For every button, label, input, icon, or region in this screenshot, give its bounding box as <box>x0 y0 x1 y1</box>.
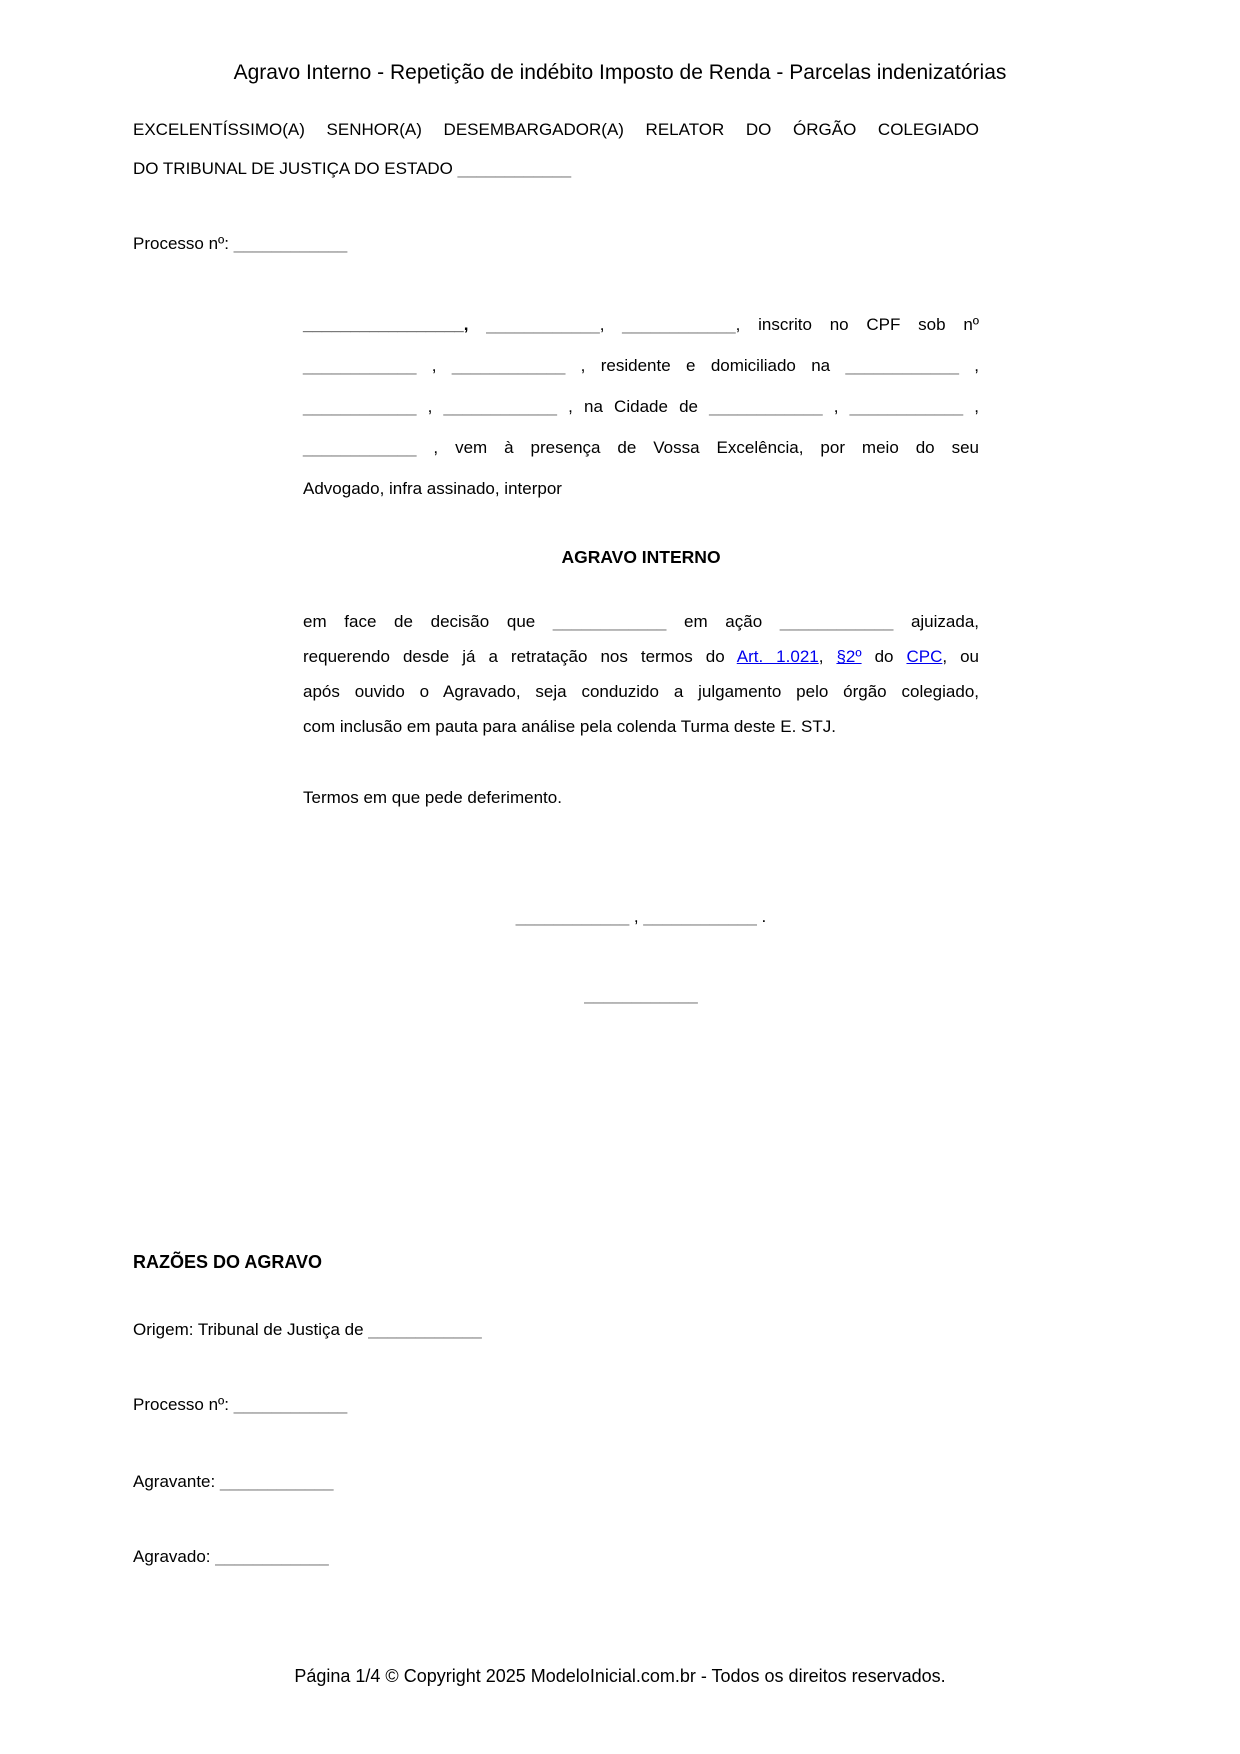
origem-line <box>133 1319 482 1341</box>
agravado-line <box>133 1546 329 1568</box>
blank-field: ____________ <box>845 356 959 375</box>
text-segment: Agravante: <box>133 1472 220 1491</box>
text-segment: , <box>599 315 623 334</box>
text-segment: do <box>861 647 907 666</box>
text-segment: , <box>629 907 644 926</box>
text-segment: ajuizada, <box>893 612 980 631</box>
text-segment: , na Cidade de <box>556 397 710 416</box>
agravante-line <box>133 1471 333 1493</box>
text-segment: Advogado, infra assinado, interpor <box>303 479 562 498</box>
qualification-line <box>303 386 979 427</box>
text-segment: Processo nº: <box>133 1395 234 1414</box>
text-segment: DO TRIBUNAL DE JUSTIÇA DO ESTADO <box>133 159 458 178</box>
process-number-line <box>133 233 347 255</box>
blank-field: ____________ <box>219 1472 334 1491</box>
agravo-body-line <box>303 674 979 709</box>
text-segment: Processo nº: <box>133 234 234 253</box>
legal-reference-link[interactable]: CPC <box>906 647 943 666</box>
blank-field: ____________ <box>709 397 823 416</box>
blank-field: _________________ <box>303 315 464 334</box>
blank-field: ____________ <box>233 234 348 253</box>
text-segment: EXCELENTÍSSIMO(A) SENHOR(A) DESEMBARGADOR(A) RELATOR DO ÓRGÃO COLEGIADO <box>133 120 979 139</box>
blank-field: ____________ <box>622 315 736 334</box>
addressing-line <box>133 110 979 149</box>
text-segment: , <box>963 397 980 416</box>
agravo-body-paragraph <box>303 604 979 744</box>
agravo-body-line <box>303 604 979 639</box>
blank-field: ____________ <box>303 356 417 375</box>
text-segment: , ou <box>942 647 979 666</box>
text-segment: , <box>818 647 837 666</box>
text-segment: , <box>416 356 452 375</box>
legal-reference-link[interactable]: Art. 1.021 <box>736 647 819 666</box>
blank-field: ____________ <box>443 397 557 416</box>
document-title: Agravo Interno - Repetição de indébito Imposto de Renda - Parcelas indenizatórias <box>233 61 1007 84</box>
qualification-line <box>303 304 979 345</box>
text-segment: , vem à presença de Vossa Excelência, por meio do seu <box>416 438 979 457</box>
text-segment: , <box>958 356 980 375</box>
blank-field: ____________ <box>303 397 417 416</box>
text-segment: , <box>463 315 487 334</box>
text-segment: Origem: Tribunal de Justiça de <box>133 1320 369 1339</box>
page-footer: Página 1/4 © Copyright 2025 ModeloInicial.com.br - Todos os direitos reservados. <box>294 1666 946 1686</box>
qualification-line <box>303 427 979 468</box>
addressing-line <box>133 149 979 188</box>
blank-field: ____________ <box>486 315 600 334</box>
agravo-body-line <box>303 639 979 674</box>
signature-line <box>303 983 979 1007</box>
city-date-line <box>303 905 979 929</box>
blank-field: ____________ <box>368 1320 482 1339</box>
blank-field: ____________ <box>303 438 417 457</box>
razoes-heading: RAZÕES DO AGRAVO <box>133 1252 323 1272</box>
blank-field: ____________ <box>584 985 698 1004</box>
text-segment: após ouvido o Agravado, seja conduzido a julgamento pelo órgão colegiado, <box>303 682 979 701</box>
text-segment: , <box>416 397 444 416</box>
blank-field: ____________ <box>849 397 964 416</box>
text-segment: , inscrito no CPF sob nº <box>735 315 979 334</box>
text-segment: , <box>822 397 850 416</box>
agravo-interno-heading: AGRAVO INTERNO <box>561 547 721 567</box>
court-addressing <box>133 110 979 188</box>
party-qualification-paragraph <box>303 304 979 509</box>
blank-field: ____________ <box>215 1547 329 1566</box>
agravo-body-line <box>303 709 979 744</box>
blank-field: ____________ <box>552 612 667 631</box>
qualification-line <box>303 345 979 386</box>
text-segment: Agravado: <box>133 1547 216 1566</box>
text-segment: , residente e domiciliado na <box>565 356 846 375</box>
blank-field: ____________ <box>451 356 566 375</box>
text-segment: com inclusão em pauta para análise pela colenda Turma deste E. STJ. <box>303 717 836 736</box>
blank-field: ____________ <box>233 1395 348 1414</box>
qualification-line <box>303 468 979 509</box>
legal-reference-link[interactable]: §2º <box>836 647 862 666</box>
termos-line: Termos em que pede deferimento. <box>303 788 562 807</box>
text-segment: em ação <box>666 612 780 631</box>
text-segment: em face de decisão que <box>303 612 553 631</box>
text-segment: requerendo desde já a retratação nos termos do <box>303 647 737 666</box>
text-segment: . <box>756 907 767 926</box>
process-number-line-2 <box>133 1394 347 1416</box>
blank-field: ____________ <box>643 907 757 926</box>
blank-field: ____________ <box>779 612 894 631</box>
blank-field: ____________ <box>515 907 630 926</box>
blank-field: ____________ <box>457 159 572 178</box>
